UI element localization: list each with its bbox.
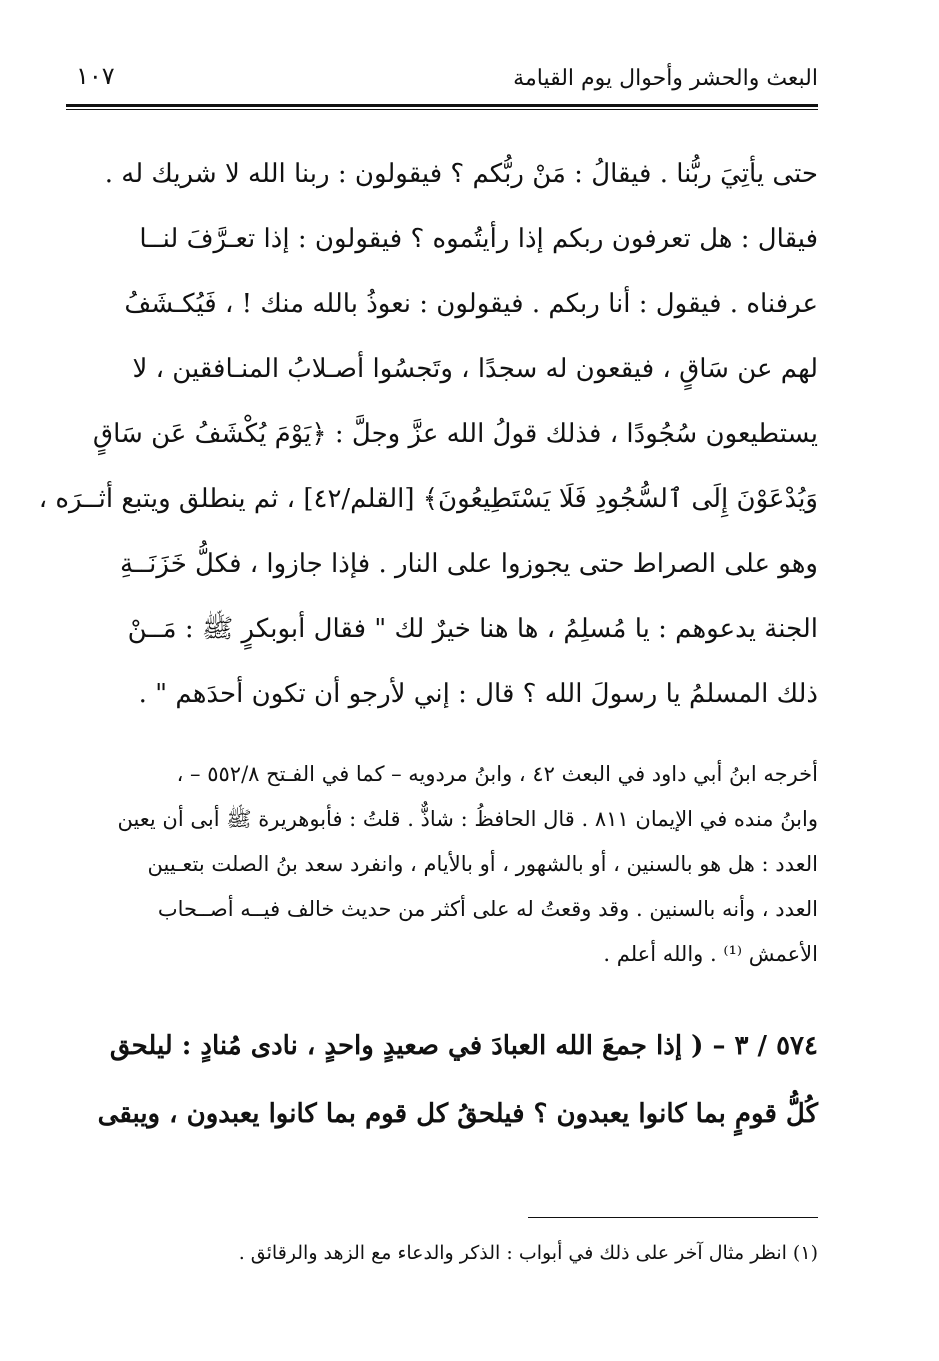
running-title: البعث والحشر وأحوال يوم القيامة: [513, 66, 818, 91]
grade-note-line: العدد ، وأنه بالسنين . وقد وقعتُ له على أكثر من حديث خالف فيــه أصــحاب: [157, 897, 818, 921]
main-text-line: لهم عن سَاقٍ ، فيقعون له سجدًا ، وتَجسُوا أصـلابُ المنـافقين ، لا: [132, 354, 818, 384]
footnote-rule: [528, 1217, 818, 1218]
header-rule-thin: [66, 109, 818, 110]
grade-note-line: أخرجه ابنُ أبي داود في البعث ٤٢ ، وابنُ مردويه – كما في الفـتح ٥٥٢/٨ – ،: [176, 762, 818, 786]
main-text-line: يستطيعون سُجُودًا ، فذلك قولُ الله عزَّ وجلَّ : ﴿يَوْمَ يُكْشَفُ عَن سَاقٍ: [92, 419, 818, 449]
grade-note-line: الأعمش ⁽¹⁾ . والله أعلم .: [603, 942, 818, 966]
footnote: (١) انظر مثال آخر على ذلك في أبواب : الذكر والدعاء مع الزهد والرقائق .: [238, 1242, 818, 1264]
main-text-line: حتى يأتِيَ ربُّنا . فيقالُ : مَنْ ربُّكم ؟ فيقولون : ربنا الله لا شريك له .: [104, 159, 818, 189]
page-number: ١٠٧: [76, 62, 115, 90]
hadith-line: ٥٧٤ / ٣ – ( إذا جمعَ الله العبادَ في صعيدٍ واحدٍ ، نادى مُنادٍ : ليلحق: [109, 1031, 818, 1061]
header-rule-thick: [66, 104, 818, 107]
grade-note-line: العدد : هل هو بالسنين ، أو بالشهور ، أو بالأيام ، وانفرد سعد بنُ الصلت بتعـيين: [147, 852, 818, 876]
main-text: [38, 142, 818, 727]
grade-note-line: وابنُ منده في الإيمان ٨١١ . قال الحافظُ : شاذٌّ . قلتُ : فأبوهريرة ﷺ أبى أن يعين: [117, 807, 818, 831]
main-text-line: ذلك المسلمُ يا رسولَ الله ؟ قال : إني لأرجو أن تكون أحدَهم " .: [138, 679, 818, 709]
main-text-line: الجنة يدعوهم : يا مُسلِمُ ، ها هنا خيرٌ لك " فقال أبوبكرٍ ﷺ : مَــنْ: [127, 614, 818, 644]
main-text-line: فيقال : هل تعرفون ربكم إذا رأيتُموه ؟ فيقولون : إذا تعـرَّفَ لنــا: [139, 224, 818, 254]
grade-note: [70, 752, 818, 977]
next-hadith: [70, 1012, 818, 1148]
hadith-line: كُلُّ قومٍ بما كانوا يعبدون ؟ فيلحقُ كل قوم بما كانوا يعبدون ، ويبقى: [97, 1099, 818, 1129]
page-header: [66, 58, 818, 102]
main-text-line: وَيُدْعَوْنَ إِلَى ٱلسُّجُودِ فَلَا يَسْتَطِيعُونَ﴾ [القلم/٤٢] ، ثم ينطلق ويتبع أثــرَه ،: [38, 484, 818, 514]
main-text-line: عرفناه . فيقول : أنا ربكم . فيقولون : نعوذُ بالله منك ! ، فَيُكـشَفُ: [124, 289, 818, 319]
main-text-line: وهو على الصراط حتى يجوزوا على النار . فإذا جازوا ، فكلُّ خَزَنَــةِ: [119, 549, 818, 579]
